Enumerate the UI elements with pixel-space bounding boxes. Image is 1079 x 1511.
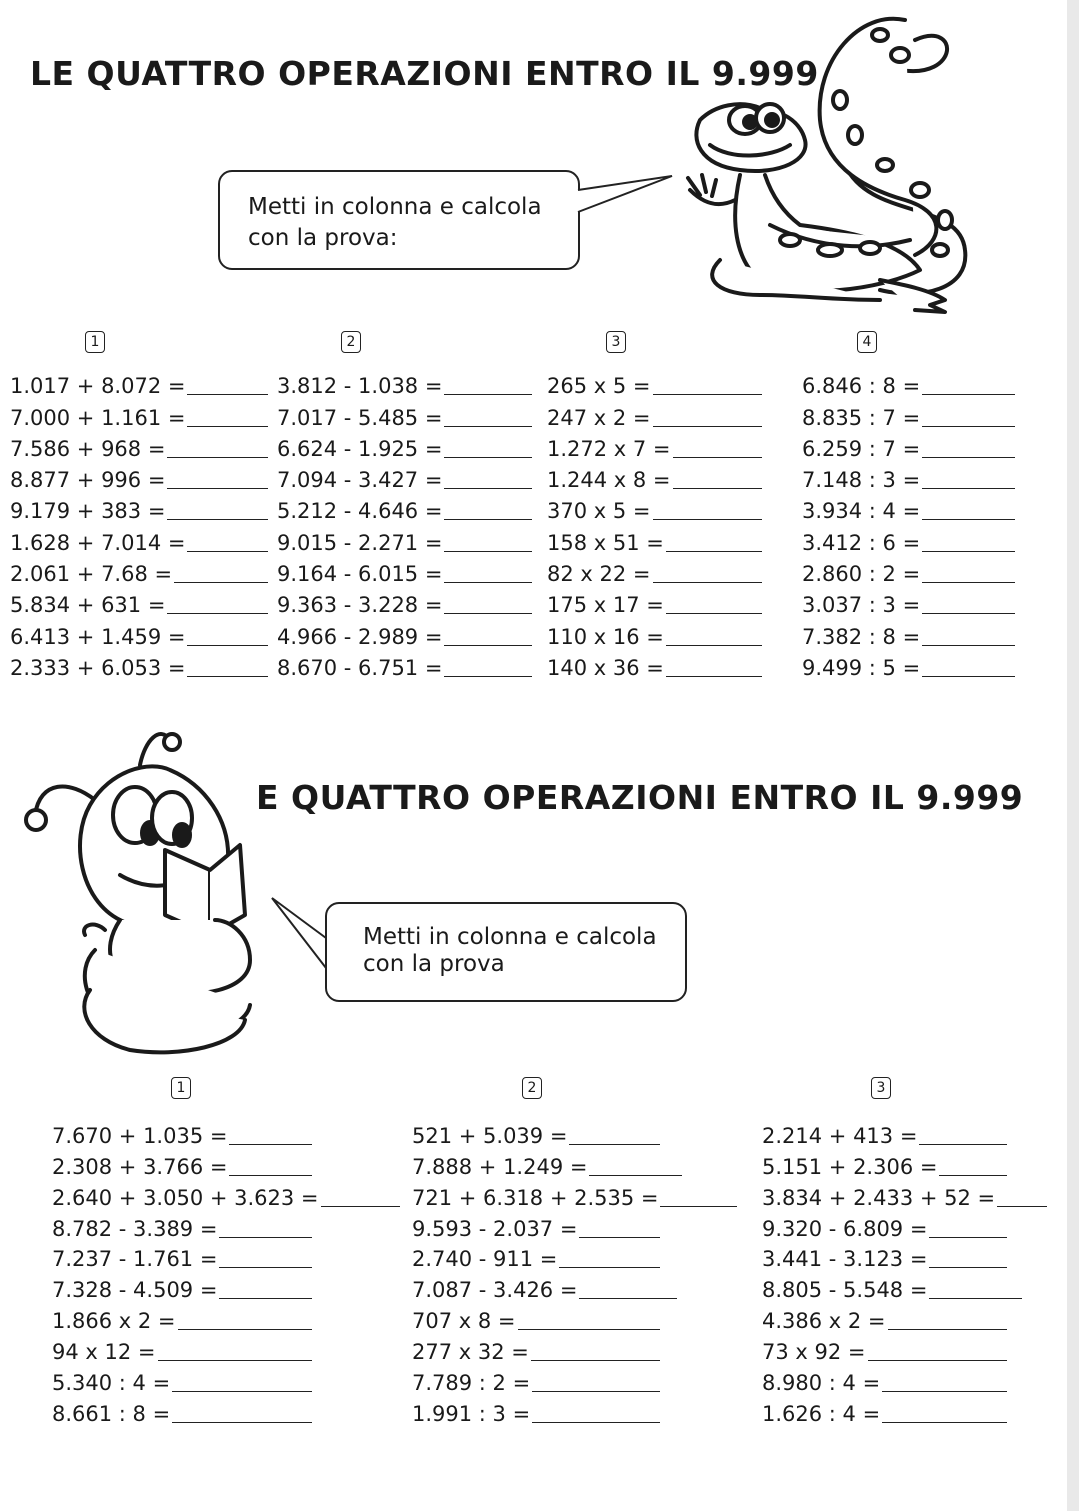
exercise-text: 158 x 51 = xyxy=(547,530,664,555)
exercise-row[interactable] xyxy=(52,1148,312,1179)
exercise-text: 5.212 - 4.646 = xyxy=(277,499,443,524)
answer-line[interactable] xyxy=(532,1421,660,1423)
exercise-column-4 xyxy=(802,367,1015,680)
answer-line[interactable] xyxy=(919,1143,1007,1145)
exercise-row[interactable] xyxy=(412,1302,660,1333)
answer-line[interactable] xyxy=(444,581,532,583)
answer-line[interactable] xyxy=(178,1328,312,1330)
exercise-row[interactable] xyxy=(547,430,762,461)
answer-line[interactable] xyxy=(172,1390,312,1392)
exercise-row[interactable] xyxy=(547,492,762,523)
exercise-row[interactable] xyxy=(547,617,762,648)
exercise-row[interactable] xyxy=(802,586,1015,617)
answer-line[interactable] xyxy=(922,644,1015,646)
exercise-text: 5.340 : 4 = xyxy=(52,1371,171,1396)
exercise-row[interactable] xyxy=(52,1395,312,1426)
answer-line[interactable] xyxy=(219,1297,312,1299)
exercise-text: 8.670 - 6.751 = xyxy=(277,655,443,680)
exercise-row[interactable] xyxy=(52,1241,312,1272)
exercise-row[interactable] xyxy=(547,523,762,554)
answer-line[interactable] xyxy=(929,1297,1022,1299)
answer-line[interactable] xyxy=(167,518,268,520)
answer-line[interactable] xyxy=(997,1205,1047,1207)
exercise-text: 5.834 + 631 = xyxy=(10,593,166,618)
exercise-row[interactable] xyxy=(52,1333,312,1364)
exercise-row[interactable] xyxy=(277,617,532,648)
exercise-text: 9.363 - 3.228 = xyxy=(277,593,443,618)
exercise-row[interactable] xyxy=(412,1333,660,1364)
exercise-row[interactable] xyxy=(802,398,1015,429)
exercise-text: 8.782 - 3.389 = xyxy=(52,1216,218,1241)
exercise-text: 1.991 : 3 = xyxy=(412,1401,531,1426)
exercise-column-3 xyxy=(762,1117,1047,1426)
exercise-row[interactable] xyxy=(10,649,268,680)
exercise-text: 8.835 : 7 = xyxy=(802,405,921,430)
answer-line[interactable] xyxy=(673,487,762,489)
exercise-text: 1.628 + 7.014 = xyxy=(10,530,186,555)
exercise-text: 8.877 + 996 = xyxy=(10,468,166,493)
exercise-text: 110 x 16 = xyxy=(547,624,664,649)
exercise-row[interactable] xyxy=(762,1271,1022,1302)
answer-line[interactable] xyxy=(653,393,763,395)
exercise-row[interactable] xyxy=(802,555,1015,586)
exercise-row[interactable] xyxy=(277,649,532,680)
answer-line[interactable] xyxy=(172,1421,312,1423)
answer-line[interactable] xyxy=(929,1266,1007,1268)
exercise-row[interactable] xyxy=(412,1148,682,1179)
worksheet-title: LE QUATTRO OPERAZIONI ENTRO IL 9.999 xyxy=(30,54,819,93)
instruction-line: Metti in colonna e calcola xyxy=(363,924,657,950)
exercise-row[interactable] xyxy=(412,1210,660,1241)
exercise-row[interactable] xyxy=(52,1302,312,1333)
exercise-row[interactable] xyxy=(412,1364,660,1395)
answer-line[interactable] xyxy=(174,581,268,583)
exercise-row[interactable] xyxy=(762,1117,1007,1148)
exercise-text: 9.593 - 2.037 = xyxy=(412,1216,578,1241)
answer-line[interactable] xyxy=(187,425,268,427)
exercise-row[interactable] xyxy=(10,367,268,398)
answer-line[interactable] xyxy=(559,1266,660,1268)
exercise-row[interactable] xyxy=(802,617,1015,648)
answer-line[interactable] xyxy=(444,456,532,458)
exercise-row[interactable] xyxy=(762,1364,1007,1395)
exercise-text: 73 x 92 = xyxy=(762,1340,866,1365)
exercise-text: 707 x 8 = xyxy=(412,1309,516,1334)
answer-line[interactable] xyxy=(653,518,763,520)
column-number-badge: 2 xyxy=(341,331,361,353)
exercise-text: 2.061 + 7.68 = xyxy=(10,562,173,587)
column-number-badge: 4 xyxy=(857,331,877,353)
instruction-line: con la prova: xyxy=(248,225,398,251)
exercise-row[interactable] xyxy=(10,398,268,429)
speech-bubble xyxy=(325,902,687,1002)
exercise-text: 4.386 x 2 = xyxy=(762,1309,886,1334)
worm-illustration xyxy=(26,734,250,1052)
exercise-text: 277 x 32 = xyxy=(412,1340,529,1365)
exercise-text: 7.017 - 5.485 = xyxy=(277,405,443,430)
exercise-text: 6.413 + 1.459 = xyxy=(10,624,186,649)
exercise-text: 7.670 + 1.035 = xyxy=(52,1123,228,1148)
answer-line[interactable] xyxy=(666,612,762,614)
exercise-row[interactable] xyxy=(10,523,268,554)
answer-line[interactable] xyxy=(922,425,1015,427)
exercise-row[interactable] xyxy=(547,555,762,586)
answer-line[interactable] xyxy=(929,1236,1007,1238)
exercise-text: 7.094 - 3.427 = xyxy=(277,468,443,493)
answer-line[interactable] xyxy=(868,1359,1008,1361)
answer-line[interactable] xyxy=(660,1205,737,1207)
exercise-text: 370 x 5 = xyxy=(547,499,651,524)
answer-line[interactable] xyxy=(666,675,762,677)
exercise-text: 9.499 : 5 = xyxy=(802,655,921,680)
exercise-text: 2.214 + 413 = xyxy=(762,1123,918,1148)
answer-line[interactable] xyxy=(444,425,532,427)
answer-line[interactable] xyxy=(653,581,763,583)
answer-line[interactable] xyxy=(922,393,1015,395)
exercise-row[interactable] xyxy=(547,398,762,429)
answer-line[interactable] xyxy=(922,550,1015,552)
exercise-text: 175 x 17 = xyxy=(547,593,664,618)
answer-line[interactable] xyxy=(444,518,532,520)
column-number-badge: 1 xyxy=(171,1077,191,1099)
exercise-row[interactable] xyxy=(277,492,532,523)
exercise-row[interactable] xyxy=(762,1395,1007,1426)
answer-line[interactable] xyxy=(589,1174,682,1176)
answer-line[interactable] xyxy=(531,1359,660,1361)
worksheet-title: E QUATTRO OPERAZIONI ENTRO IL 9.999 xyxy=(256,778,1024,817)
answer-line[interactable] xyxy=(579,1297,677,1299)
exercise-text: 1.626 : 4 = xyxy=(762,1401,881,1426)
answer-line[interactable] xyxy=(167,487,268,489)
exercise-column-2 xyxy=(412,1117,737,1426)
answer-line[interactable] xyxy=(219,1266,312,1268)
exercise-text: 7.087 - 3.426 = xyxy=(412,1278,578,1303)
exercise-row[interactable] xyxy=(277,555,532,586)
exercise-row[interactable] xyxy=(802,492,1015,523)
answer-line[interactable] xyxy=(187,675,268,677)
exercise-row[interactable] xyxy=(762,1333,1007,1364)
answer-line[interactable] xyxy=(666,644,762,646)
exercise-text: 1.017 + 8.072 = xyxy=(10,374,186,399)
speech-bubble xyxy=(218,170,580,270)
answer-line[interactable] xyxy=(444,612,532,614)
exercise-row[interactable] xyxy=(277,430,532,461)
exercise-row[interactable] xyxy=(10,617,268,648)
exercise-row[interactable] xyxy=(277,586,532,617)
exercise-text: 4.966 - 2.989 = xyxy=(277,624,443,649)
answer-line[interactable] xyxy=(579,1236,660,1238)
answer-line[interactable] xyxy=(187,393,268,395)
column-number-badge: 3 xyxy=(606,331,626,353)
exercise-text: 7.328 - 4.509 = xyxy=(52,1278,218,1303)
answer-line[interactable] xyxy=(444,644,532,646)
answer-line[interactable] xyxy=(882,1421,1007,1423)
exercise-row[interactable] xyxy=(762,1302,1007,1333)
exercise-row[interactable] xyxy=(52,1364,312,1395)
exercise-text: 6.259 : 7 = xyxy=(802,436,921,461)
exercise-row[interactable] xyxy=(762,1179,1047,1210)
exercise-text: 94 x 12 = xyxy=(52,1340,156,1365)
answer-line[interactable] xyxy=(158,1359,313,1361)
answer-line[interactable] xyxy=(922,518,1015,520)
exercise-row[interactable] xyxy=(52,1271,312,1302)
answer-line[interactable] xyxy=(187,550,268,552)
answer-line[interactable] xyxy=(219,1236,312,1238)
exercise-row[interactable] xyxy=(802,430,1015,461)
exercise-text: 521 + 5.039 = xyxy=(412,1123,568,1148)
exercise-row[interactable] xyxy=(10,430,268,461)
exercise-text: 3.812 - 1.038 = xyxy=(277,374,443,399)
exercise-column-3 xyxy=(547,367,762,680)
answer-line[interactable] xyxy=(187,644,268,646)
exercise-text: 9.015 - 2.271 = xyxy=(277,530,443,555)
exercise-row[interactable] xyxy=(277,367,532,398)
exercise-row[interactable] xyxy=(802,649,1015,680)
exercise-row[interactable] xyxy=(10,461,268,492)
exercise-row[interactable] xyxy=(547,649,762,680)
answer-line[interactable] xyxy=(321,1205,400,1207)
exercise-text: 3.412 : 6 = xyxy=(802,530,921,555)
exercise-text: 7.586 + 968 = xyxy=(10,436,166,461)
exercise-column-1 xyxy=(52,1117,400,1426)
exercise-text: 6.624 - 1.925 = xyxy=(277,436,443,461)
exercise-text: 5.151 + 2.306 = xyxy=(762,1154,938,1179)
exercise-text: 2.308 + 3.766 = xyxy=(52,1154,228,1179)
exercise-text: 8.805 - 5.548 = xyxy=(762,1278,928,1303)
exercise-text: 721 + 6.318 + 2.535 = xyxy=(412,1185,659,1210)
answer-line[interactable] xyxy=(666,550,762,552)
answer-line[interactable] xyxy=(167,456,268,458)
exercise-row[interactable] xyxy=(277,461,532,492)
answer-line[interactable] xyxy=(922,581,1015,583)
exercise-row[interactable] xyxy=(52,1210,312,1241)
answer-line[interactable] xyxy=(444,487,532,489)
exercise-text: 2.640 + 3.050 + 3.623 = xyxy=(52,1185,319,1210)
exercise-text: 7.237 - 1.761 = xyxy=(52,1247,218,1272)
exercise-row[interactable] xyxy=(10,555,268,586)
exercise-text: 7.789 : 2 = xyxy=(412,1371,531,1396)
instruction-line: Metti in colonna e calcola xyxy=(248,194,542,220)
exercise-column-1 xyxy=(10,367,268,680)
exercise-row[interactable] xyxy=(547,461,762,492)
column-number-badge: 1 xyxy=(85,331,105,353)
answer-line[interactable] xyxy=(922,456,1015,458)
exercise-text: 7.148 : 3 = xyxy=(802,468,921,493)
exercise-row[interactable] xyxy=(412,1241,660,1272)
exercise-text: 2.860 : 2 = xyxy=(802,562,921,587)
column-number-badge: 2 xyxy=(522,1077,542,1099)
exercise-row[interactable] xyxy=(412,1179,737,1210)
exercise-row[interactable] xyxy=(762,1148,1007,1179)
exercise-row[interactable] xyxy=(52,1179,400,1210)
exercise-text: 1.866 x 2 = xyxy=(52,1309,176,1334)
exercise-row[interactable] xyxy=(277,398,532,429)
exercise-text: 1.272 x 7 = xyxy=(547,436,671,461)
answer-line[interactable] xyxy=(922,487,1015,489)
exercise-row[interactable] xyxy=(52,1117,312,1148)
exercise-row[interactable] xyxy=(762,1210,1007,1241)
exercise-row[interactable] xyxy=(412,1117,660,1148)
exercise-text: 8.661 : 8 = xyxy=(52,1401,171,1426)
exercise-text: 3.834 + 2.433 + 52 = xyxy=(762,1185,996,1210)
exercise-row[interactable] xyxy=(802,367,1015,398)
exercise-text: 140 x 36 = xyxy=(547,655,664,680)
exercise-text: 2.333 + 6.053 = xyxy=(10,655,186,680)
exercise-row[interactable] xyxy=(10,586,268,617)
exercise-text: 3.441 - 3.123 = xyxy=(762,1247,928,1272)
exercise-text: 2.740 - 911 = xyxy=(412,1247,558,1272)
answer-line[interactable] xyxy=(888,1328,1007,1330)
answer-line[interactable] xyxy=(167,612,268,614)
answer-line[interactable] xyxy=(939,1174,1007,1176)
exercise-text: 9.164 - 6.015 = xyxy=(277,562,443,587)
exercise-text: 3.934 : 4 = xyxy=(802,499,921,524)
answer-line[interactable] xyxy=(229,1143,312,1145)
answer-line[interactable] xyxy=(532,1390,660,1392)
answer-line[interactable] xyxy=(922,675,1015,677)
answer-line[interactable] xyxy=(922,612,1015,614)
exercise-row[interactable] xyxy=(547,586,762,617)
exercise-text: 3.037 : 3 = xyxy=(802,593,921,618)
column-number-badge: 3 xyxy=(871,1077,891,1099)
exercise-column-2 xyxy=(277,367,532,680)
exercise-text: 6.846 : 8 = xyxy=(802,374,921,399)
exercise-text: 9.320 - 6.809 = xyxy=(762,1216,928,1241)
exercise-text: 7.382 : 8 = xyxy=(802,624,921,649)
answer-line[interactable] xyxy=(444,550,532,552)
answer-line[interactable] xyxy=(444,675,532,677)
exercise-text: 1.244 x 8 = xyxy=(547,468,671,493)
answer-line[interactable] xyxy=(444,393,532,395)
exercise-text: 7.000 + 1.161 = xyxy=(10,405,186,430)
answer-line[interactable] xyxy=(653,425,763,427)
exercise-text: 82 x 22 = xyxy=(547,562,651,587)
answer-line[interactable] xyxy=(882,1390,1007,1392)
exercise-row[interactable] xyxy=(10,492,268,523)
exercise-text: 7.888 + 1.249 = xyxy=(412,1154,588,1179)
exercise-row[interactable] xyxy=(802,461,1015,492)
answer-line[interactable] xyxy=(229,1174,312,1176)
exercise-row[interactable] xyxy=(412,1271,677,1302)
answer-line[interactable] xyxy=(518,1328,661,1330)
exercise-text: 265 x 5 = xyxy=(547,374,651,399)
exercise-row[interactable] xyxy=(802,523,1015,554)
exercise-text: 247 x 2 = xyxy=(547,405,651,430)
exercise-text: 8.980 : 4 = xyxy=(762,1371,881,1396)
exercise-row[interactable] xyxy=(277,523,532,554)
exercise-text: 9.179 + 383 = xyxy=(10,499,166,524)
exercise-row[interactable] xyxy=(762,1241,1007,1272)
exercise-row[interactable] xyxy=(547,367,762,398)
answer-line[interactable] xyxy=(569,1143,660,1145)
exercise-row[interactable] xyxy=(412,1395,660,1426)
answer-line[interactable] xyxy=(673,456,762,458)
instruction-line: con la prova xyxy=(363,951,505,977)
